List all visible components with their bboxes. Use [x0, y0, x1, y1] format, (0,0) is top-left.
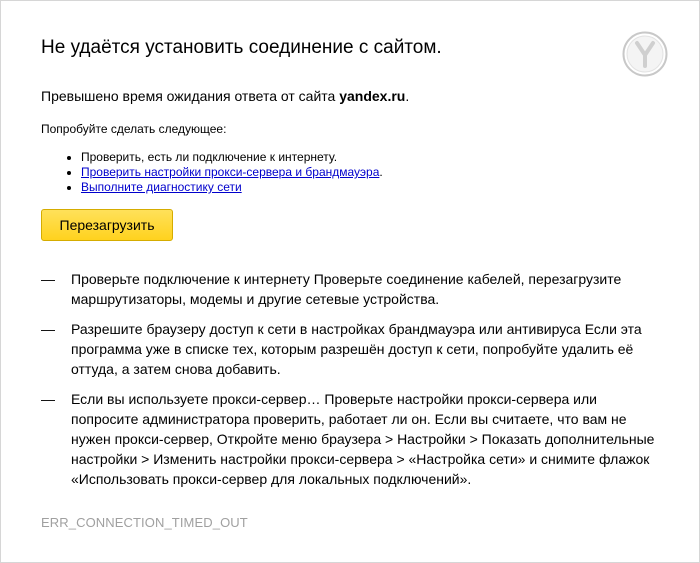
advice-text: Разрешите браузеру доступ к сети в настройках брандмауэра или антивируса Если эта программа уже в списке тех, которым разрешён доступ к сети, попробуйте удалить её оттуда, а затем снова добавить.	[71, 321, 642, 377]
error-content	[41, 36, 661, 499]
advice-dash: —	[41, 321, 55, 337]
page-title: Не удаётся установить соединение с сайтом.	[41, 37, 442, 58]
advice-dash: —	[41, 391, 55, 407]
suggestion-diagnostics	[81, 180, 661, 195]
advice-text: Проверьте подключение к интернету Проверьте соединение кабелей, перезагрузите маршрутизаторы, модемы и другие сетевые устройства.	[71, 271, 622, 307]
timeout-prefix: Превышено время ожидания ответа от сайта	[41, 88, 340, 104]
advice-text: Если вы используете прокси-сервер… Проверьте настройки прокси-сервера или попросите администратора проверить, работает ли он. Если вы считаете, что вам не нужен прокси-сервер, Откройте меню браузера > Настройки > Показать дополнительные настройки > Изменить настройки прокси-сервера > «Настройка сети» и снимите флажок «Использовать прокси-сервер для локальных подключений».	[71, 391, 655, 487]
suggestion-check-connection: • Проверить, есть ли подключение к интернету.	[81, 150, 661, 165]
proxy-settings-link[interactable]: Проверить настройки прокси-сервера и брандмауэра	[81, 165, 380, 179]
advice-item-connection	[41, 269, 661, 309]
advice-item-proxy	[41, 389, 661, 489]
advice-item-firewall	[41, 319, 661, 379]
try-label: Попробуйте сделать следующее:	[41, 122, 227, 136]
proxy-suffix: .	[379, 165, 383, 179]
suggestion-proxy	[81, 165, 661, 180]
advice-list	[41, 269, 661, 489]
advice-dash: —	[41, 271, 55, 287]
timeout-message	[41, 87, 661, 105]
network-diagnostics-link[interactable]: Выполните диагностику сети	[81, 180, 242, 194]
timeout-suffix: .	[405, 88, 410, 104]
suggestions-list	[41, 150, 661, 195]
timeout-site: yandex.ru	[339, 88, 406, 104]
error-code: ERR_CONNECTION_TIMED_OUT	[41, 515, 248, 530]
reload-button[interactable]: Перезагрузить	[41, 209, 173, 241]
